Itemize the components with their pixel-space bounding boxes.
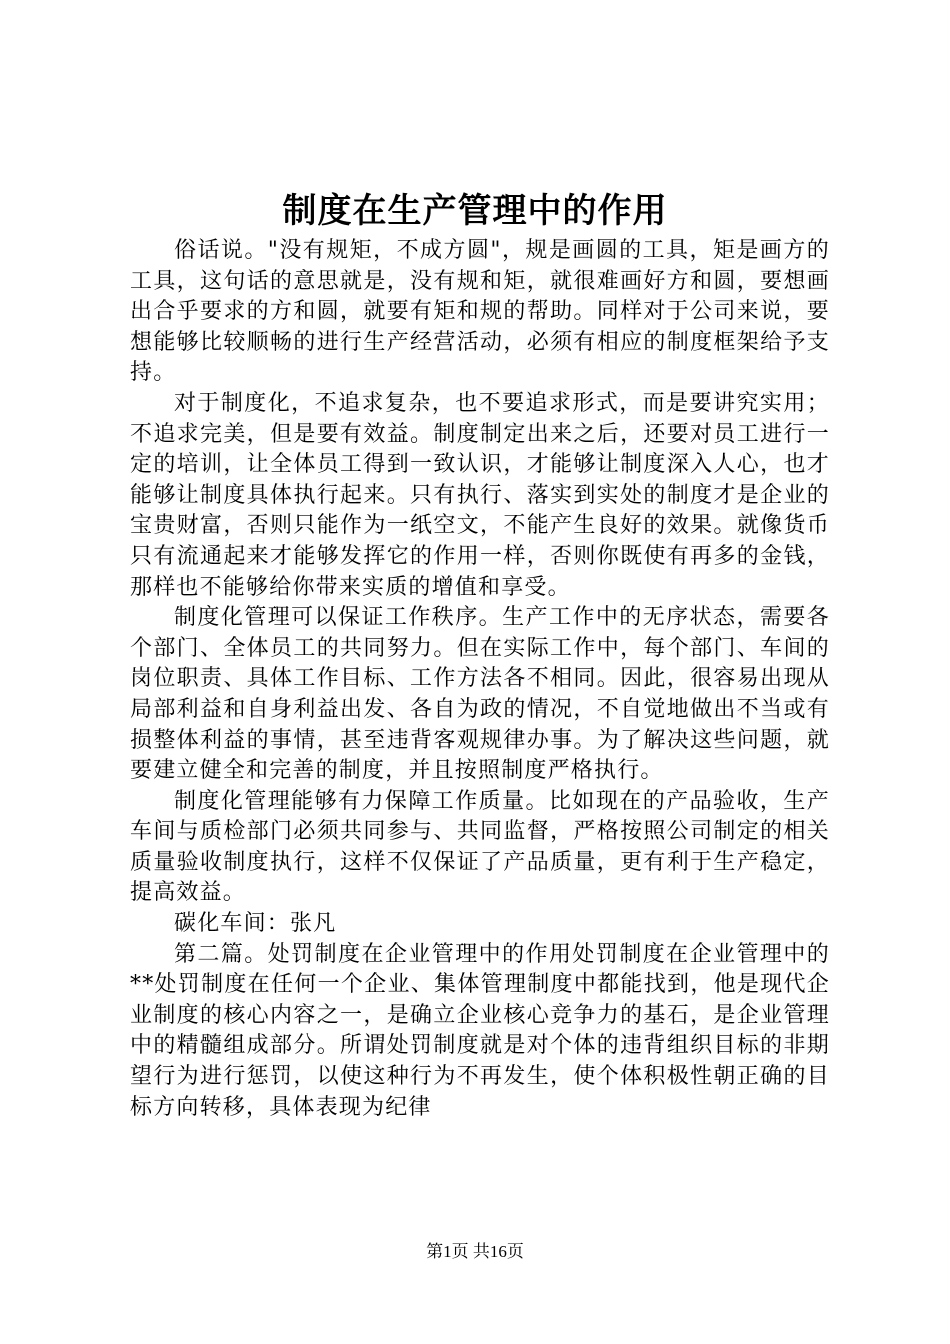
paragraph: 第二篇。处罚制度在企业管理中的作用处罚制度在企业管理中的**处罚制度在任何一个企业、集体管理制度中都能找到，他是现代企业制度的核心内容之一，是确立企业核心竞争力的基石，是企业管理中的精髓组成部分。所谓处罚制度就是对个体的违背组织目标的非期望行为进行惩罚，以使这种行为不再发生，使个体积极性朝正确的目标方向转移，具体表现为纪律 bbox=[130, 941, 830, 1120]
paragraph: 制度化管理可以保证工作秩序。生产工作中的无序状态，需要各个部门、全体员工的共同努力。但在实际工作中，每个部门、车间的岗位职责、具体工作目标、工作方法各不相同。因此，很容易出现从局部利益和自身利益出发、各自为政的情况，不自觉地做出不当或有损整体利益的事情，甚至违背客观规律办事。为了解决这些问题，就要建立健全和完善的制度，并且按照制度严格执行。 bbox=[130, 605, 830, 784]
page-number-footer: 第1页 共16页 bbox=[426, 1242, 524, 1261]
paragraph: 对于制度化，不追求复杂，也不要追求形式，而是要讲究实用；不追求完美，但是要有效益。制度制定出来之后，还要对员工进行一定的培训，让全体员工得到一致认识，才能够让制度深入人心，也才能够让制度具体执行起来。只有执行、落实到实处的制度才是企业的宝贵财富，否则只能作为一纸空文，不能产生良好的效果。就像货币只有流通起来才能够发挥它的作用一样，否则你既使有再多的金钱，那样也不能够给你带来实质的增值和享受。 bbox=[130, 390, 830, 600]
document-title: 制度在生产管理中的作用 bbox=[282, 191, 668, 231]
paragraph: 俗话说。"没有规矩，不成方圆"，规是画圆的工具，矩是画方的工具，这句话的意思就是，没有规和矩，就很难画好方和圆，要想画出合乎要求的方和圆，就要有矩和规的帮助。同样对于公司来说，要想能够比较顺畅的进行生产经营活动，必须有相应的制度框架给予支持。 bbox=[130, 238, 830, 386]
document-body bbox=[130, 236, 830, 1123]
paragraph: 制度化管理能够有力保障工作质量。比如现在的产品验收，生产车间与质检部门必须共同参与、共同监督，严格按照公司制定的相关质量验收制度执行，这样不仅保证了产品质量，更有利于生产稳定，提高效益。 bbox=[130, 788, 830, 906]
author-line: 碳化车间：张凡 bbox=[174, 911, 337, 937]
